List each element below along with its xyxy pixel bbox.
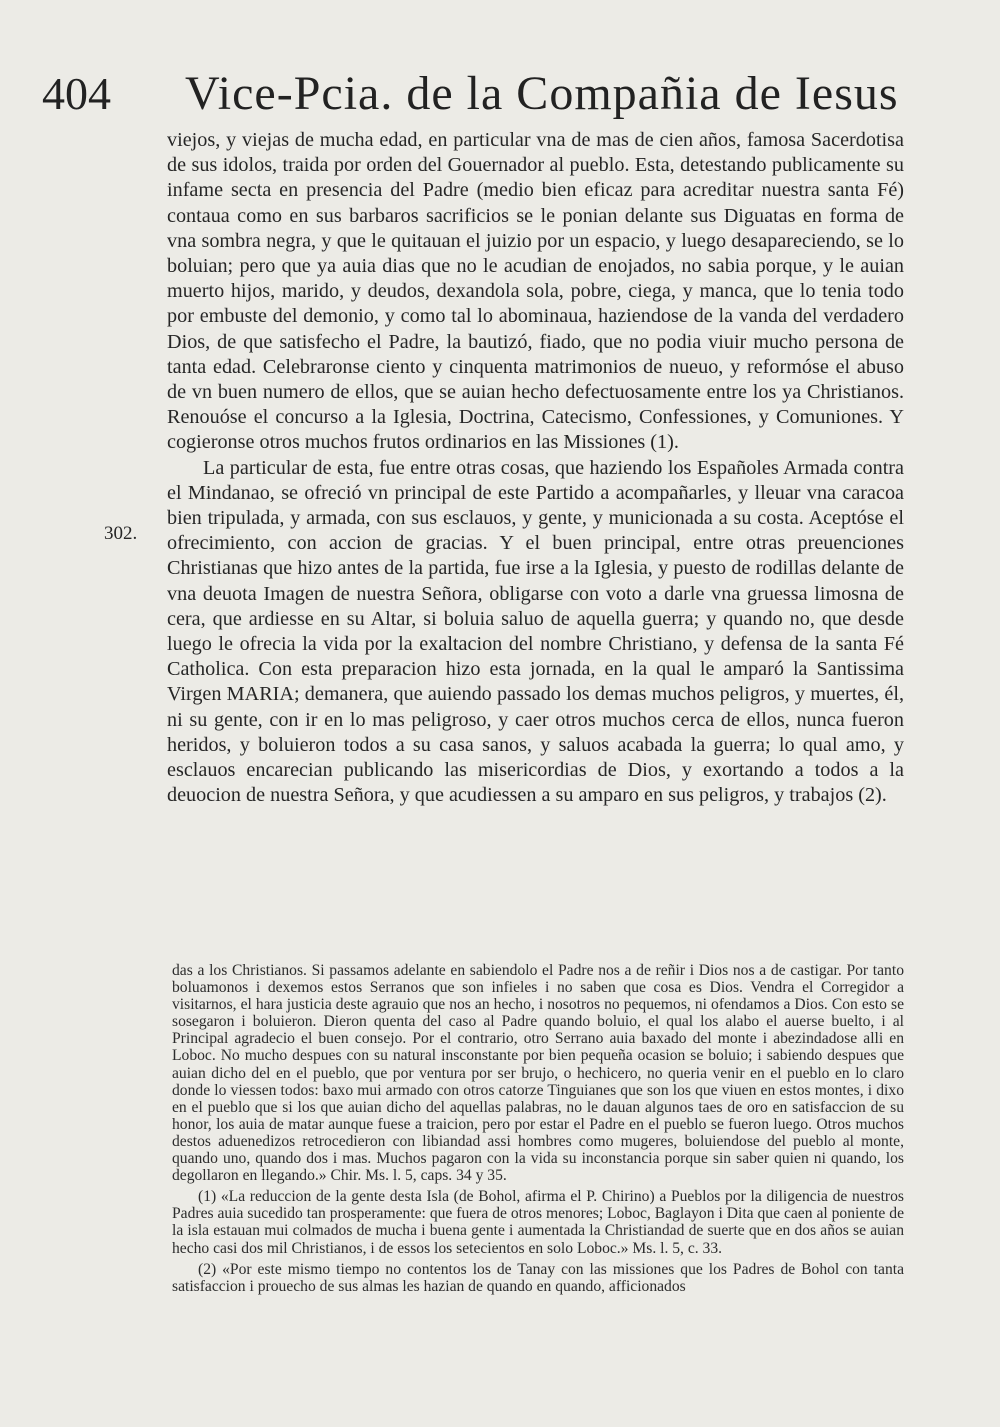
footnote-2: (2) «Por este mismo tiempo no contentos los de Tanay con las missiones que los Padres de Bohol con tanta satisfaccion i prouecho de sus almas les hazian de quando en quando, afficionados: [172, 1260, 904, 1295]
page-number: 404: [42, 68, 111, 119]
page-header: [30, 66, 910, 126]
paragraph-2: La particular de esta, fue entre otras cosas, que haziendo los Españoles Armada contra el Mindanao, se ofreció vn principal de este Partido a acompañarles, y lleuar vna caracoa bien tripulada, y armada, con sus esclauos, y gente, y municionada a su costa. Aceptóse el ofrecimiento, con accion de gracias. Y el buen principal, entre otras preuenciones Christianas que hizo antes de la partida, fue irse a la Iglesia, y puesto de rodillas delante de vna deuota Imagen de nuestra Señora, obligarse con voto a darle vna gruessa limosna de cera, que ardiesse en su Altar, si boluia saluo de aquella guerra; y quando no, que desde luego le ofrecia la vida por la exaltacion del nombre Christiano, y defensa de la santa Fé Catholica. Con esta preparacion hizo esta jornada, en la qual le amparó la Santissima Virgen MARIA; demanera, que auiendo passado los demas muchos peligros, y muertes, él, ni su gente, con ir en lo mas peligroso, y caer otros muchos cerca de ellos, nunca fueron heridos, y boluieron todos a su casa sanos, y saluos acabada la guerra; lo qual amo, y esclauos encarecian publicando las misericordias de Dios, y exortando a todos a la deuocion de nuestra Señora, y que acudiessen a su amparo en sus peligros, y trabajos (2).: [167, 456, 904, 807]
main-text: [167, 128, 904, 808]
margin-paragraph-number: 302.: [104, 523, 138, 544]
running-title: Vice-Pcia. de la Compañia de Iesus: [185, 67, 899, 120]
paragraph-1: viejos, y viejas de mucha edad, en particular vna de mas de cien años, famosa Sacerdotisa de sus idolos, traida por orden del Gouernador al pueblo. Esta, detestando publicamente su infame secta en presencia del Padre (medio bien eficaz para acreditar nuestra santa Fé) contaua como en sus barbaros sacrificios se le ponian delante sus Diguatas en forma de vna sombra negra, y que le quitauan el juizio por un espacio, y luego desapareciendo, se lo boluian; pero que ya auia dias que no le acudian de enojados, no sabia porque, y le auian muerto hijos, marido, y deudos, dexandola sola, pobre, ciega, y manca, que lo tenia todo por embuste del demonio, y como tal lo abominaua, haziendose de la vanda del verdadero Dios, de que satisfecho el Padre, la bautizó, fiado, que no podia viuir mucho persona de tanta edad. Celebraronse ciento y cinquenta matrimonios de nueuo, y reformóse el abuso de vn buen numero de ellos, que se auian hecho defectuosamente entre los ya Christianos. Renouóse el concurso a la Iglesia, Doctrina, Catecismo, Confessiones, y Comuniones. Y cogieronse otros muchos frutos ordinarios en las Missiones (1).: [167, 129, 904, 454]
footnote-1: (1) «La reduccion de la gente desta Isla (de Bohol, afirma el P. Chirino) a Pueblos por la diligencia de nuestros Padres auia sucedido tan prosperamente: que fuera de otros menores; Loboc, Baglayon i Dita que caen al poniente de la isla estauan mui colmados de mucha i buena gente i aumentada la Christiandad de suerte que en dos años se auian hecho casi dos mil Christianos, i de essos los setecientos en solo Loboc.» Ms. l. 5, c. 33.: [172, 1188, 904, 1257]
footnotes: [172, 962, 904, 1295]
footnote-continuation: das a los Christianos. Si passamos adelante en sabiendolo el Padre nos a de reñir i Dios nos a de castigar. Por tanto boluamonos i dexemos estos Serranos que son infieles i no saben que cosa es Dios. Vendra el Corregidor a visitarnos, el hara justicia deste agrauio que nos an hecho, i nosotros no pequemos, ni ofendamos a Dios. Con esto se sosegaron i boluieron. Dieron quenta del caso al Padre quando boluio, el qual los alabo el auerse buelto, i al Principal agradecio el buen consejo. Por el contrario, otro Serrano auia baxado del monte i abezindadose alli en Loboc. No mucho despues con su natural insconstante por bien pequeña ocasion se boluio; i sabiendo despues que auian dicho del en el pueblo, que por ventura por ser brujo, o hechicero, no queria venir en el pueblo en lo claro donde lo viessen todos: baxo mui armado con otros catorze Tinguianes que son los que viuen en estos montes, i dixo en el pueblo que si los que auian dicho del aquellas palabras, no le dauan algunos taes de oro en satisfaccion de su honor, los auia de matar aunque fuese a traicion, pero por estar el Padre en el pueblo se fueron luego. Otros muchos destos aduenedizos retrocedieron con libiandad assi hombres como mugeres, boluiendose del pueblo al monte, quando uno, quando dos i mas. Muchos pagaron con la vida su inconstancia porque sin saber quien ni quando, los degollaron en llegando.» Chir. Ms. l. 5, caps. 34 y 35.: [172, 962, 904, 1185]
